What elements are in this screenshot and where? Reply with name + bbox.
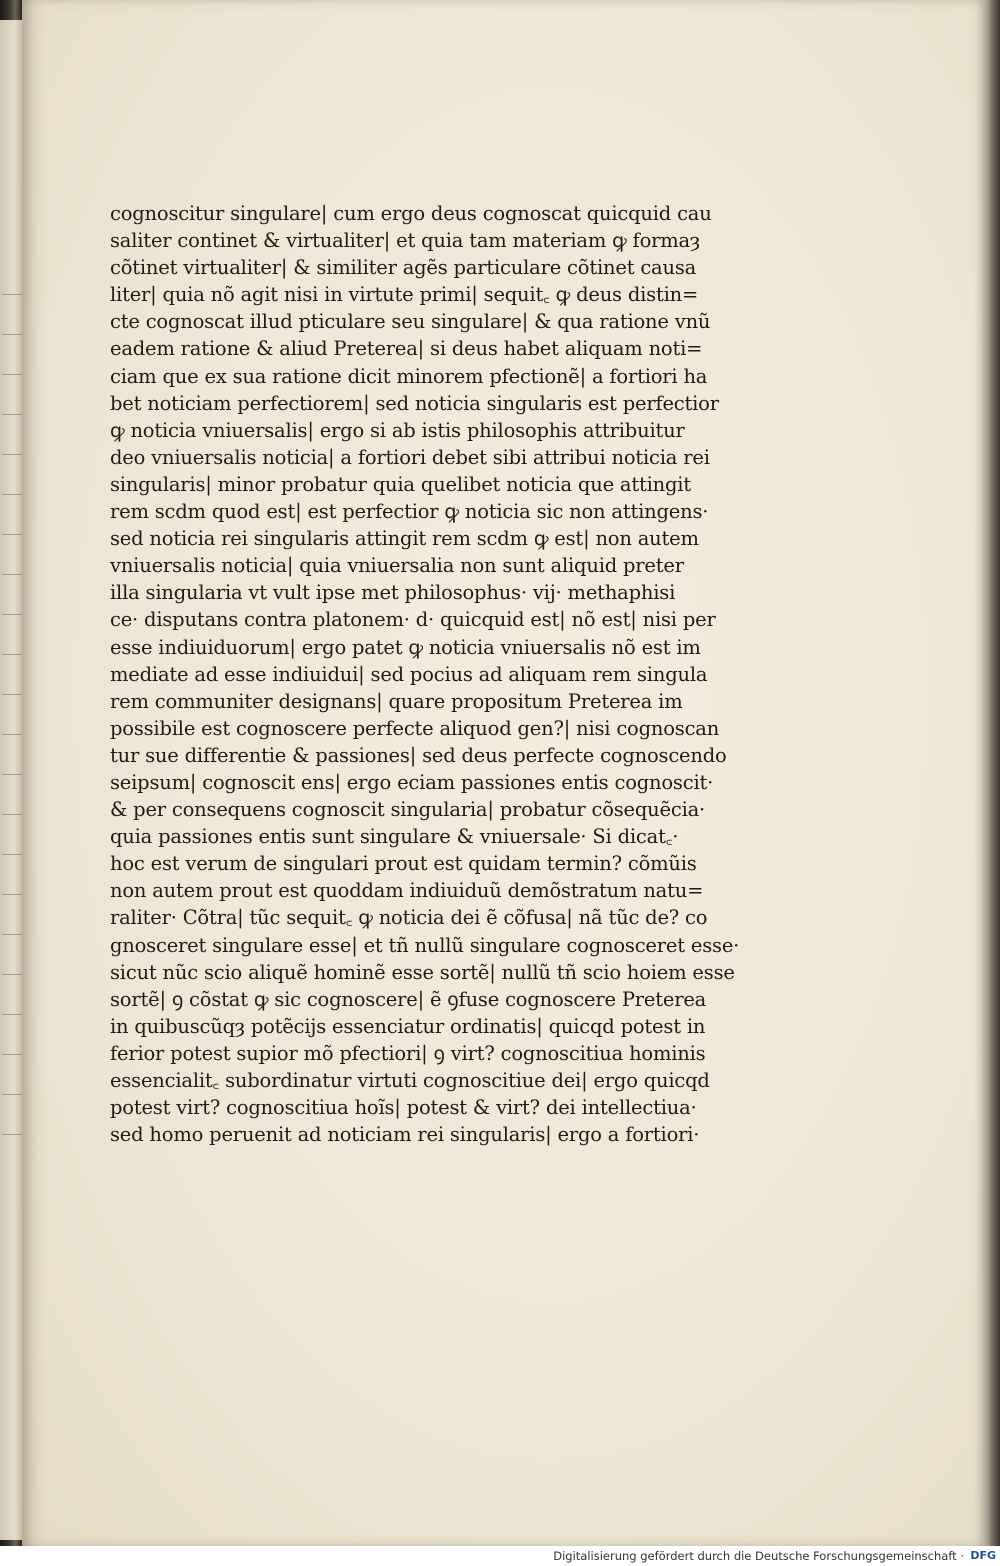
text-line: vniuersalis noticia| quia vniuersalia non sunt aliquid preter — [110, 554, 684, 578]
text-line: cõtinet virtualiter| & similiter agẽs particulare cõtinet causa — [110, 256, 697, 280]
text-line: gnosceret singulare esse| et tñ nullũ singulare cognosceret esse· — [110, 933, 740, 957]
funding-credit: Digitalisierung gefördert durch die Deutsche Forschungsgemeinschaft · — [553, 1549, 964, 1563]
text-line: eadem ratione & aliud Preterea| si deus habet aliquam noti= — [110, 337, 703, 361]
text-line: & per consequens cognoscit singularia| probatur cõsequẽcia· — [110, 798, 706, 822]
text-line: in quibuscũqȝ potẽcijs essenciatur ordinatis| quicqd potest in — [110, 1014, 706, 1038]
text-line: ciam que ex sua ratione dicit minorem pfectionẽ| a fortiori ha — [110, 364, 708, 388]
text-line: rem communiter designans| quare propositum Preterea im — [110, 689, 683, 713]
text-line: saliter continet & virtualiter| et quia tam materiam ꝙ formaȝ — [110, 229, 700, 253]
text-line: ꝙ noticia vniuersalis| ergo si ab istis philosophis attribuitur — [110, 418, 685, 442]
text-line: liter| quia nõ agit nisi in virtute primi| sequit꜀ ꝙ deus distin= — [110, 283, 699, 307]
text-line: singularis| minor probatur quia quelibet noticia que attingit — [110, 472, 691, 496]
text-line: seipsum| cognoscit ens| ergo eciam passiones entis cognoscit· — [110, 770, 714, 794]
text-line: non autem prout est quoddam indiuiduũ demõstratum natu= — [110, 879, 704, 903]
text-line: bet noticiam perfectiorem| sed noticia singularis est perfectior — [110, 391, 719, 415]
text-line: essencialit꜀ subordinatur virtuti cognoscitiue dei| ergo quicqd — [110, 1069, 710, 1092]
text-column — [110, 200, 740, 1148]
facing-page-edge — [0, 20, 24, 1540]
text-line: cognoscitur singulare| cum ergo deus cognoscat quicquid cau — [110, 202, 712, 225]
text-line: rem scdm quod est| est perfectior ꝙ noticia sic non attingens· — [110, 500, 709, 524]
text-line: deo vniuersalis noticia| a fortiori debet sibi attribui noticia rei — [110, 445, 710, 469]
text-line: raliter· Cõtra| tũc sequit꜀ ꝙ noticia dei ẽ cõfusa| nã tũc de? co — [110, 906, 708, 930]
scanned-page — [22, 0, 982, 1546]
text-line: hoc est verum de singulari prout est quidam termin? cõmũis — [110, 852, 697, 876]
text-line: possibile est cognoscere perfecte aliquod gen?| nisi cognoscan — [110, 716, 720, 740]
text-line: sed homo peruenit ad noticiam rei singularis| ergo a fortiori· — [110, 1123, 700, 1147]
text-line: sed noticia rei singularis attingit rem scdm ꝙ est| non autem — [110, 527, 699, 551]
text-line: sortẽ| ꝯ cõstat ꝙ sic cognoscere| ẽ ꝯfuse cognoscere Preterea — [110, 987, 707, 1011]
text-line: sicut nũc scio aliquẽ hominẽ esse sortẽ| nullũ tñ scio hoiem esse — [110, 960, 735, 984]
text-line: quia passiones entis sunt singulare & vniuersale· Si dicat꜀· — [110, 825, 679, 849]
text-line: potest virt? cognoscitiua hoĩs| potest & virt? dei intellectiua· — [110, 1096, 697, 1120]
text-line: mediate ad esse indiuidui| sed pocius ad aliquam rem singula — [110, 662, 708, 686]
text-line: ce· disputans contra platonem· d· quicquid est| nõ est| nisi per — [110, 608, 716, 632]
text-line: tur sue differentie & passiones| sed deus perfecte cognoscendo — [110, 743, 727, 767]
page-fore-edge — [982, 0, 1000, 1546]
text-line: ferior potest supior mõ pfectiori| ꝯ virt? cognoscitiua hominis — [110, 1041, 706, 1065]
text-line: illa singularia vt vult ipse met philosophus· vij· methaphisi — [110, 581, 676, 605]
text-line: cte cognoscat illud pticulare seu singulare| & qua ratione vnũ — [110, 310, 711, 334]
dfg-logo: DFG — [970, 1549, 996, 1562]
text-line: esse indiuiduorum| ergo patet ꝙ noticia vniuersalis nõ est im — [110, 635, 701, 659]
